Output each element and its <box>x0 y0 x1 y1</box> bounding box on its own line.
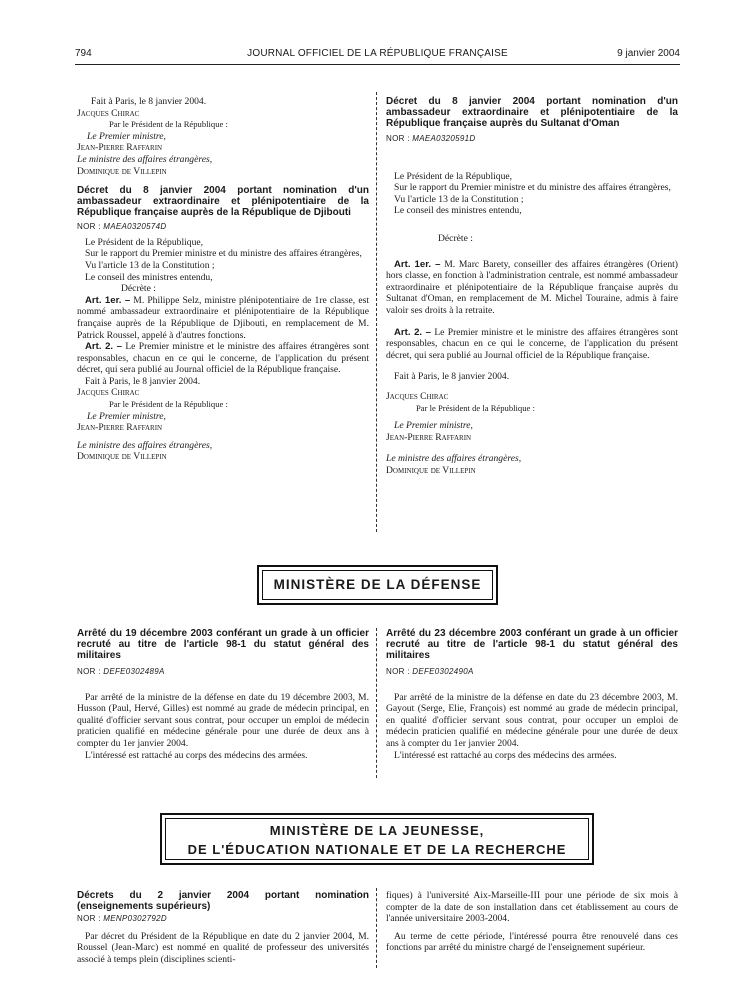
roussel-paragraph-1-continued: fiques) à l'université Aix-Marseille-III pour une période de six mois à compter de la date de son installation dans cet établissement au cours de l'année universitaire 2003-2004. <box>386 890 678 925</box>
roussel-paragraph-2: Au terme de cette période, l'intéressé pourra être renouvelé dans ces fonctions par arrêté du ministre chargé de l'enseignement supérieur. <box>386 930 678 954</box>
ministry-education-line-1: MINISTÈRE DE LA JEUNESSE, <box>269 823 485 838</box>
husson-paragraph-2: L'intéressé est rattaché au corps des médecins des armées. <box>85 749 308 761</box>
minister-title: Le ministre des affaires étrangères, <box>77 153 213 165</box>
visa-4: Le conseil des ministres entendu, <box>394 205 522 217</box>
minister-name: Dominique de Villepin <box>386 464 476 476</box>
roussel-decree-continued <box>386 890 678 954</box>
djibouti-nor: NOR : MAEA0320574D <box>77 222 167 232</box>
signer-name: Jacques Chirac <box>77 387 140 399</box>
gayout-arrete <box>386 628 678 761</box>
minister-name: Dominique de Villepin <box>77 165 167 177</box>
journal-title: JOURNAL OFFICIEL DE LA RÉPUBLIQUE FRANÇAISE <box>247 48 508 59</box>
par-line: Par le Président de la République : <box>109 399 228 410</box>
signer-name: Jacques Chirac <box>386 390 449 402</box>
article-2: Art. 2. – Le Premier ministre et le ministre des affaires étrangères sont responsables, chacun en ce qui le concerne, de l'application du présent décret, qui sera publié au Journal officiel de la République française. <box>386 326 678 361</box>
roussel-paragraph-1: Par décret du Président de la République en date du 2 janvier 2004, M. Roussel (Jean-Marc) est nommé en qualité de professeur des universités associé à temps plein (disciplines scienti- <box>77 930 369 965</box>
issue-date: 9 janvier 2004 <box>617 48 680 59</box>
ministry-education-box <box>160 813 594 865</box>
fait-line: Fait à Paris, le 8 janvier 2004. <box>91 96 207 107</box>
ministry-education-line-2: DE L'ÉDUCATION NATIONALE ET DE LA RECHERCHE <box>187 842 567 857</box>
par-line: Par le Président de la République : <box>109 119 228 130</box>
pm-title: Le Premier ministre, <box>394 420 473 432</box>
column-divider-top <box>376 92 377 532</box>
pm-name: Jean-Pierre Raffarin <box>77 142 163 154</box>
page-header <box>75 48 680 62</box>
minister-title: Le ministre des affaires étrangères, <box>77 439 213 451</box>
pm-name: Jean-Pierre Raffarin <box>386 431 472 443</box>
column-divider-middle <box>376 628 377 778</box>
husson-paragraph-1: Par arrêté de la ministre de la défense en date du 19 décembre 2003, M. Husson (Paul, Hervé, Gilles) est nommé au grade de médecin principal, en qualité d'officier servant sous contrat, pour occuper un emploi de médecin praticien qualifié en médecine générale pour une durée de deux ans à compter du 1er janvier 2004. <box>77 691 369 749</box>
decrete: Décrète : <box>438 232 473 244</box>
visa-4: Le conseil des ministres entendu, <box>85 271 213 283</box>
visa-1: Le Président de la République, <box>85 236 204 248</box>
roussel-decree <box>77 890 369 965</box>
gayout-title: Arrêté du 23 décembre 2003 conférant un grade à un officier recruté au titre de l'article 98-1 du statut général des militaires <box>386 628 678 661</box>
minister-name: Dominique de Villepin <box>77 451 167 463</box>
visa-2: Sur le rapport du Premier ministre et du ministre des affaires étrangères, <box>394 182 671 194</box>
fait-line: Fait à Paris, le 8 janvier 2004. <box>394 371 510 383</box>
husson-arrete <box>77 628 369 761</box>
husson-title: Arrêté du 19 décembre 2003 conférant un grade à un officier recruté au titre de l'article 98-1 du statut général des militaires <box>77 628 369 661</box>
article-1: Art. 1er. – M. Philippe Selz, ministre plénipotentiaire de 1re classe, est nommé ambassadeur extraordinaire et plénipotentiaire de la République française auprès de la République de Djibouti, en remplacement de M. Patrick Roussel, appelé à d'autres fonctions. <box>77 294 369 341</box>
left-column-top <box>77 96 369 463</box>
header-rule <box>75 64 680 65</box>
visa-2: Sur le rapport du Premier ministre et du ministre des affaires étrangères, <box>85 248 362 260</box>
fait-line: Fait à Paris, le 8 janvier 2004. <box>85 375 201 387</box>
djibouti-decree-title: Décret du 8 janvier 2004 portant nomination d'un ambassadeur extraordinaire et plénipotentiaire de la République française auprès de la République de Djibouti <box>77 185 369 219</box>
par-line: Par le Président de la République : <box>416 402 535 413</box>
gayout-paragraph-1: Par arrêté de la ministre de la défense en date du 23 décembre 2003, M. Gayout (Serge, Elie, François) est nommé au grade de médecin principal, en qualité d'officier servant sous contrat, pour occuper un emploi de médecin praticien qualifié en médecine générale pour une durée de deux ans à compter du 1er janvier 2004. <box>386 691 678 749</box>
article-1: Art. 1er. – M. Marc Barety, conseiller des affaires étrangères (Orient) hors classe, en fonction à l'administration centrale, est nommé ambassadeur extraordinaire et plénipotentiaire de la République française auprès du Sultanat d'Oman, en remplacement de M. Michel Touraine, admis à faire valoir ses droits à la retraite. <box>386 258 678 316</box>
oman-decree-title: Décret du 8 janvier 2004 portant nomination d'un ambassadeur extraordinaire et plénipotentiaire de la République française auprès du Sultanat d'Oman <box>386 96 678 129</box>
page-number: 794 <box>75 48 92 59</box>
ministry-defense-title: MINISTÈRE DE LA DÉFENSE <box>273 577 482 592</box>
husson-nor: NOR : DEFE0302489A <box>77 667 165 676</box>
column-divider-bottom <box>376 888 377 968</box>
ministry-defense-box <box>257 565 498 605</box>
pm-title: Le Premier ministre, <box>87 410 166 422</box>
article-2: Art. 2. – Le Premier ministre et le ministre des affaires étrangères sont responsables, chacun en ce qui le concerne, de l'application du présent décret, qui sera publié au Journal officiel de la République française. <box>77 341 369 376</box>
visa-1: Le Président de la République, <box>394 170 513 182</box>
decrete: Décrète : <box>121 283 156 295</box>
oman-nor: NOR : MAEA0320591D <box>386 134 476 143</box>
pm-name: Jean-Pierre Raffarin <box>77 422 163 434</box>
minister-title: Le ministre des affaires étrangères, <box>386 453 522 465</box>
roussel-title: Décrets du 2 janvier 2004 portant nomination (enseignements supérieurs) <box>77 890 369 912</box>
gayout-nor: NOR : DEFE0302490A <box>386 667 474 676</box>
roussel-nor: NOR : MENP0302792D <box>77 914 167 923</box>
visa-3: Vu l'article 13 de la Constitution ; <box>85 259 215 271</box>
pm-title: Le Premier ministre, <box>87 130 166 142</box>
right-column-top <box>386 96 678 476</box>
signer-name: Jacques Chirac <box>77 107 140 119</box>
gayout-paragraph-2: L'intéressé est rattaché au corps des médecins des armées. <box>394 749 617 761</box>
visa-3: Vu l'article 13 de la Constitution ; <box>394 193 524 205</box>
